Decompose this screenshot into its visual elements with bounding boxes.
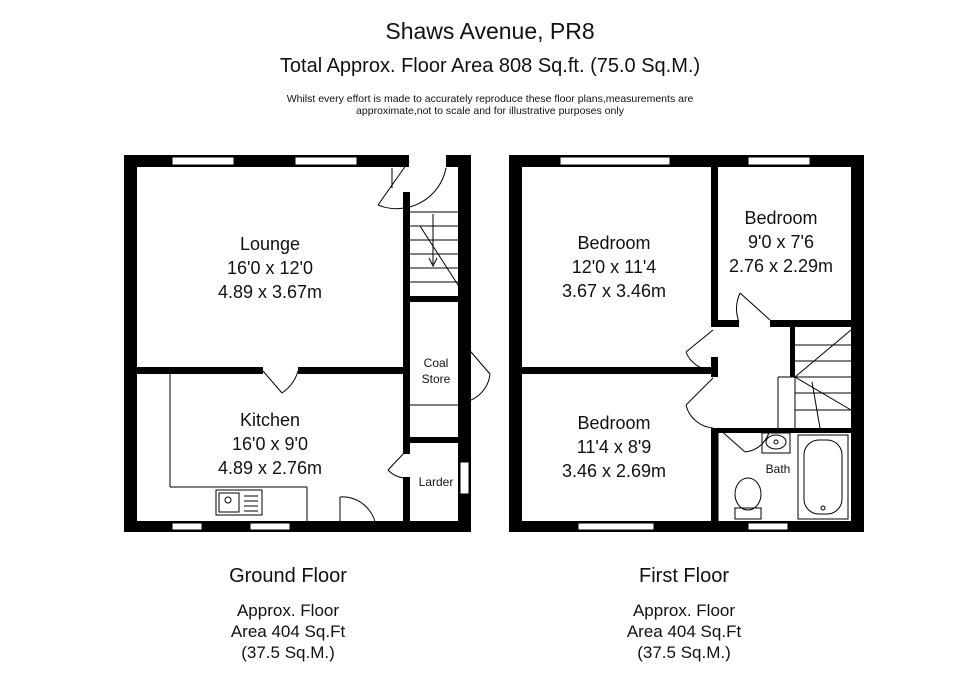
ground-floor-area-line-1: Approx. Floor bbox=[236, 601, 340, 620]
bedroom-2-label: Bedroom bbox=[744, 208, 818, 228]
total-floor-area: Total Approx. Floor Area 808 Sq.ft. (75.0 Sq.M.) bbox=[279, 55, 701, 77]
first-floor-title: First Floor bbox=[639, 565, 729, 587]
bedroom-3-imperial: 11'4 x 8'9 bbox=[576, 437, 652, 457]
coal-store-label-line-1: Coal bbox=[423, 356, 449, 370]
kitchen-metric: 4.89 x 2.76m bbox=[217, 458, 323, 478]
ground-floor-area-line-3: (37.5 Sq.M.) bbox=[241, 643, 335, 662]
bedroom-1-label: Bedroom bbox=[577, 233, 651, 253]
ground-floor-area-line-2: Area 404 Sq.Ft bbox=[230, 622, 346, 641]
first-floor-area-line-1: Approx. Floor bbox=[632, 601, 736, 620]
larder-label: Larder bbox=[418, 475, 454, 489]
lounge-imperial: 16'0 x 12'0 bbox=[227, 258, 313, 278]
kitchen-imperial: 16'0 x 9'0 bbox=[232, 434, 308, 454]
kitchen-label: Kitchen bbox=[239, 410, 301, 430]
lounge-metric: 4.89 x 3.67m bbox=[217, 282, 323, 302]
plan-title: Shaws Avenue, PR8 bbox=[385, 18, 595, 44]
ground-floor-title: Ground Floor bbox=[229, 565, 347, 587]
ground-floor-plan bbox=[124, 155, 490, 532]
bath-label: Bath bbox=[765, 462, 791, 476]
bedroom-2-metric: 2.76 x 2.29m bbox=[728, 256, 834, 276]
disclaimer-line-1: Whilst every effort is made to accurately reproduce these floor plans,measurements are bbox=[286, 93, 694, 105]
coal-store-label-line-2: Store bbox=[421, 372, 451, 386]
bedroom-3-metric: 3.46 x 2.69m bbox=[561, 461, 667, 481]
bedroom-3-label: Bedroom bbox=[577, 413, 651, 433]
bedroom-1-metric: 3.67 x 3.46m bbox=[561, 281, 667, 301]
first-floor-caption bbox=[534, 565, 834, 663]
first-floor-area-line-3: (37.5 Sq.M.) bbox=[637, 643, 731, 662]
first-floor-fixtures bbox=[686, 293, 851, 521]
ground-floor-caption bbox=[138, 565, 438, 663]
bedroom-1-imperial: 12'0 x 11'4 bbox=[571, 257, 657, 277]
first-floor-area-line-2: Area 404 Sq.Ft bbox=[626, 622, 742, 641]
first-floor-plan bbox=[509, 155, 864, 532]
bedroom-2-imperial: 9'0 x 7'6 bbox=[748, 232, 814, 252]
disclaimer-line-2: approximate,not to scale and for illustrative purposes only bbox=[356, 105, 624, 117]
lounge-label: Lounge bbox=[239, 234, 301, 254]
